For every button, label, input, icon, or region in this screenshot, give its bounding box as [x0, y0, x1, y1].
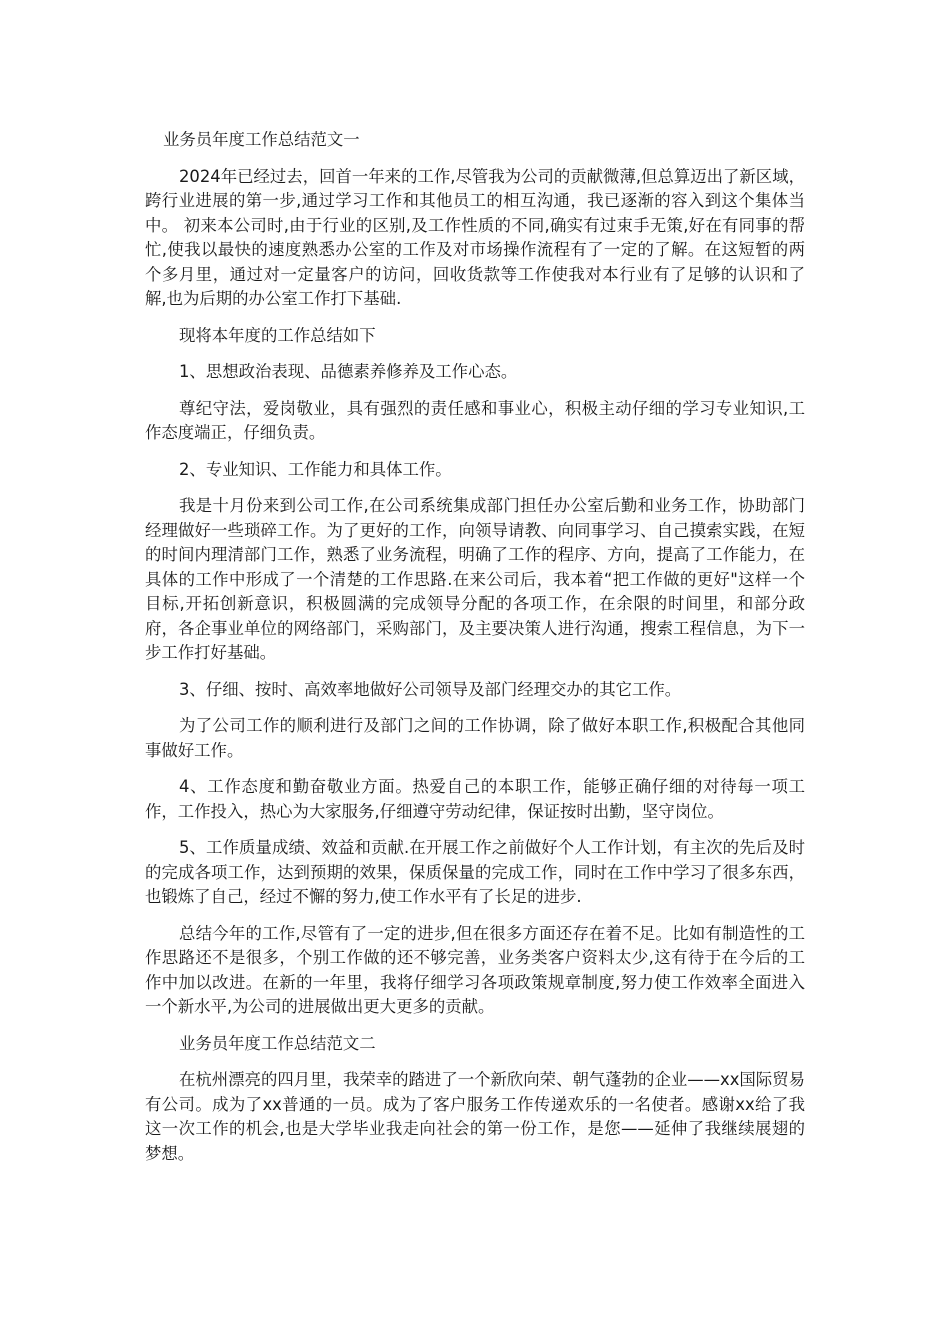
document-body: [145, 128, 805, 1178]
paragraph-summary-lead: 现将本年度的工作总结如下: [179, 325, 376, 345]
paragraph-item-2: 我是十月份来到公司工作,在公司系统集成部门担任办公室后勤和业务工作，协助部门经理做好一些琐碎工作。为了更好的工作，向领导请教、向同事学习、自己摸索实践，在短的时间内理清部门工作，熟悉了业务流程，明确了工作的程序、方向，提高了工作能力，在具体的工作中形成了一个清楚的工作思路.在来公司后，我本着“把工作做的更好"这样一个目标,开拓创新意识，积极圆满的完成领导分配的各项工作，在余限的时间里，和部分政府，各企事业单位的网络部门，采购部门，及主要决策人进行沟通，搜索工程信息，为下一步工作打好基础。: [145, 496, 805, 662]
section-title-2: 业务员年度工作总结范文二: [179, 1033, 376, 1053]
paragraph-intro: 2024年已经过去，回首一年来的工作,尽管我为公司的贡献微薄,但总算迈出了新区域，跨行业进展的第一步,通过学习工作和其他员工的相互沟通，我已逐渐的容入到这个集体当中。 初来本公司时,由于行业的区别,及工作性质的不同,确实有过束手无策,好在有同事的帮忙,使我以最快的速度熟悉办公室的工作及对市场操作流程有了一定的了解。在这短暂的两个多月里，通过对一定量客户的访问，回收货款等工作使我对本行业有了足够的认识和了解,也为后期的办公室工作打下基础.: [145, 166, 805, 308]
heading-item-1: 1、思想政治表现、品德素养修养及工作心态。: [179, 362, 518, 381]
heading-item-3: 3、仔细、按时、高效率地做好公司领导及部门经理交办的其它工作。: [179, 679, 682, 699]
paragraph-item-1: 尊纪守法，爱岗敬业，具有强烈的责任感和事业心，积极主动仔细的学习专业知识,工作态度端正，仔细负责。: [145, 398, 805, 442]
paragraph-item-4: 4、工作态度和勤奋敬业方面。热爱自己的本职工作，能够正确仔细的对待每一项工作，工作投入，热心为大家服务,仔细遵守劳动纪律，保证按时出勤，坚守岗位。: [145, 777, 805, 821]
section-title-1: 业务员年度工作总结范文一: [163, 130, 360, 149]
heading-item-2: 2、专业知识、工作能力和具体工作。: [179, 459, 452, 479]
paragraph-section-2-intro: 在杭州漂亮的四月里，我荣幸的踏进了一个新欣向荣、朝气蓬勃的企业——xx国际贸易有公司。成为了xx普通的一员。成为了客户服务工作传递欢乐的一名使者。感谢xx给了我这一次工作的机会,也是大学毕业我走向社会的第一份工作，是您——延伸了我继续展翅的梦想。: [145, 1070, 805, 1163]
paragraph-item-5: 5、工作质量成绩、效益和贡献.在开展工作之前做好个人工作计划，有主次的先后及时的完成各项工作，达到预期的效果，保质保量的完成工作，同时在工作中学习了很多东西，也锻炼了自己，经过不懈的努力,使工作水平有了长足的进步.: [145, 838, 805, 906]
paragraph-item-3: 为了公司工作的顺利进行及部门之间的工作协调，除了做好本职工作,积极配合其他同事做好工作。: [145, 716, 805, 760]
paragraph-conclusion: 总结今年的工作,尽管有了一定的进步,但在很多方面还存在着不足。比如有制造性的工作思路还不是很多，个别工作做的还不够完善，业务类客户资料太少,这有待于在今后的工作中加以改进。在新的一年里，我将仔细学习各项政策规章制度,努力使工作效率全面进入一个新水平,为公司的进展做出更大更多的贡献。: [145, 923, 805, 1016]
